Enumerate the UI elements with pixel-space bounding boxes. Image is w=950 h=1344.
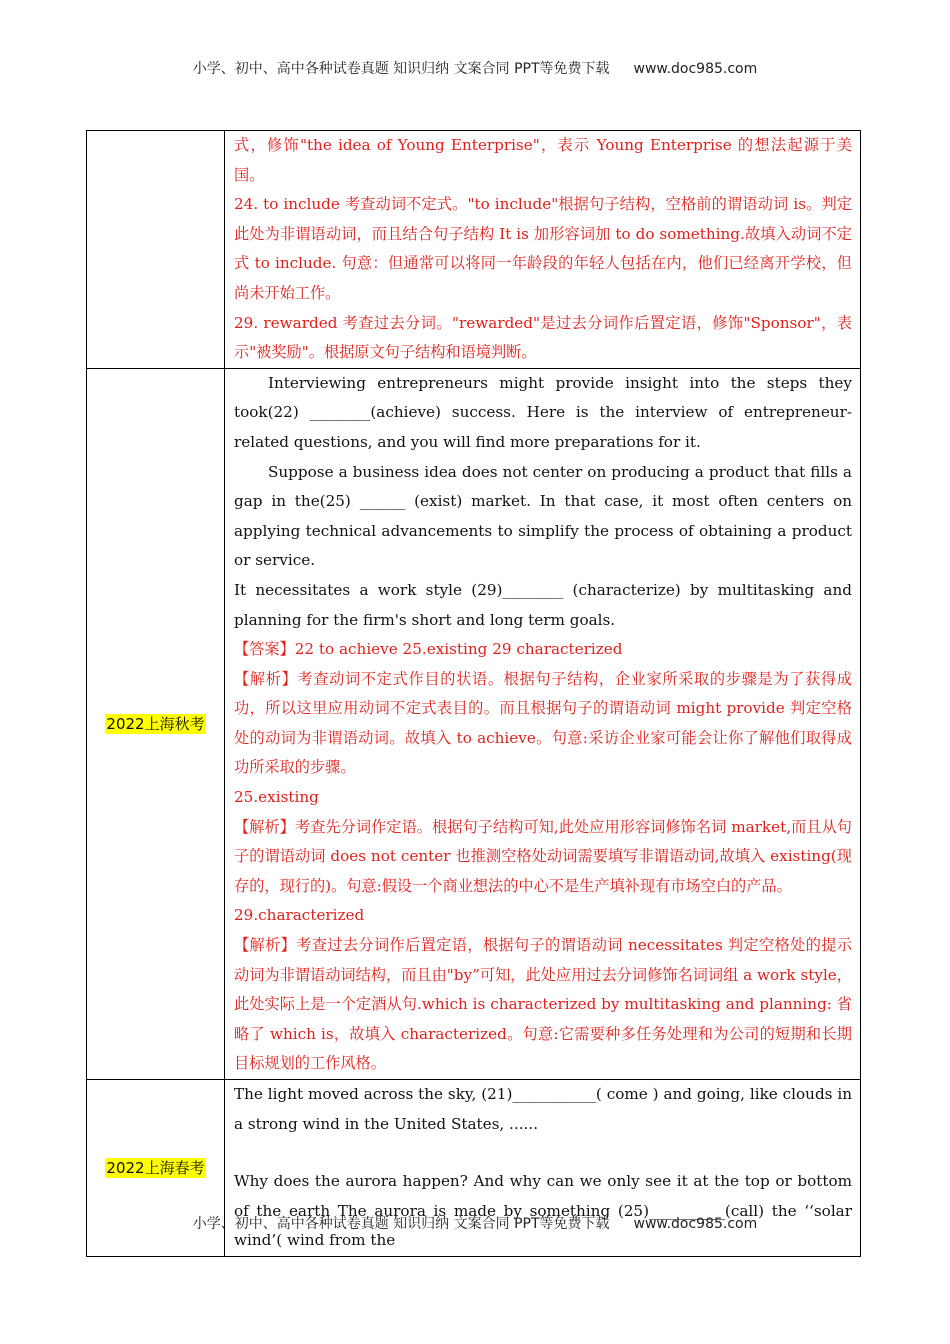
exercise-table — [86, 130, 861, 1257]
analysis-text: 【解析】考查过去分词作后置定语，根据句子的谓语动词 necessitates 判定空格处的提示动词为非谓语动词结构，而且由"by”可知，此处应用过去分词修饰名词词组 a work style，此处实际上是一个定酒从句.which is characterized by multitasking and planning: 省略了 which is，故填入 characterized。句意:它需要种多任务处理和为公司的短期和长期目标规划的工作风格。 — [234, 936, 852, 1073]
passage-paragraph: Interviewing entrepreneurs might provide insight into the steps they took(22) ________(achieve) success. Here is the interview of entrepreneur-related questions, and you will find more preparations for it. — [234, 373, 852, 451]
exam-label: 2022上海秋考 — [106, 715, 205, 734]
analysis-heading: 29.characterized — [234, 906, 365, 925]
passage-paragraph: It necessitates a work style (29)________ (characterize) by multitasking and planning for the firm's short and long term goals. — [234, 580, 852, 629]
answer-line: 【答案】22 to achieve 25.existing 29 characterized — [234, 640, 623, 659]
analysis-text: 式，修饰"the idea of Young Enterprise"，表示 Young Enterprise 的想法起源于美国。 — [234, 136, 852, 184]
row-label-cell — [87, 131, 225, 369]
passage-paragraph: The light moved across the sky, (21)___________( come ) and going, like clouds in a strong wind in the United States, ...... — [234, 1085, 852, 1133]
analysis-text: 【解析】考查先分词作定语。根据句子结构可知,此处应用形容词修饰名词 market,而且从句子的谓语动词 does not center 也推测空格处动词需要填写非谓语动词,故填入 existing(现存的，现行的)。句意:假设一个商业想法的中心不是生产填补现有市场空白的产品。 — [234, 817, 852, 895]
row-label-cell — [87, 368, 225, 1079]
footer-site-link[interactable]: www.doc985.com — [633, 1216, 758, 1232]
blank-spacer — [234, 1139, 852, 1167]
passage-paragraph: Why does the aurora happen? And why can we only see it at the top or bottom of the earth The aurora is made by something (25)__________(call) the ‘‘solar wind’( wind from the — [234, 1172, 852, 1250]
passage-paragraph: Suppose a business idea does not center on producing a product that fills a gap in the(25) ______ (exist) market. In that case, it most often centers on applying technical advancements to simplify the process of obtaining a product or service. — [234, 462, 852, 570]
exam-label: 2022上海春考 — [106, 1159, 205, 1178]
analysis-text: 29. rewarded 考查过去分词。"rewarded"是过去分词作后置定语，修饰"Sponsor"，表示"被奖励"。根据原文句子结构和语境判断。 — [234, 313, 852, 362]
header-site-link[interactable]: www.doc985.com — [633, 61, 758, 77]
analysis-text: 24. to include 考查动词不定式。"to include"根据句子结构，空格前的谓语动词 is。判定此处为非谓语动词，而且结合句子结构 It is 加形容词加 to do something.故填入动词不定式 to include. 句意：但通常可以将同一年龄段的年轻人包括在内，他们已经离开学校，但尚未开始工作。 — [234, 195, 852, 302]
footer-text: 小学、初中、高中各种试卷真题 知识归纳 文案合同 PPT等免费下载 — [192, 1216, 610, 1232]
analysis-heading: 25.existing — [234, 788, 319, 807]
analysis-text: 【解析】考查动词不定式作目的状语。根据句子结构，企业家所采取的步骤是为了获得成功，所以这里应用动词不定式表目的。而且根据句子的谓语动词 might provide 判定空格处的动词为非谓语动词。故填入 to achieve。句意:采访企业家可能会让你了解他们取得成功所采取的步骤。 — [234, 669, 852, 777]
page-header — [0, 58, 950, 78]
row-content-cell — [225, 131, 861, 369]
page-footer — [0, 1213, 950, 1233]
header-text: 小学、初中、高中各种试卷真题 知识归纳 文案合同 PPT等免费下载 — [192, 61, 610, 77]
table-row — [87, 131, 861, 369]
table-row — [87, 368, 861, 1079]
row-content-cell — [225, 368, 861, 1079]
